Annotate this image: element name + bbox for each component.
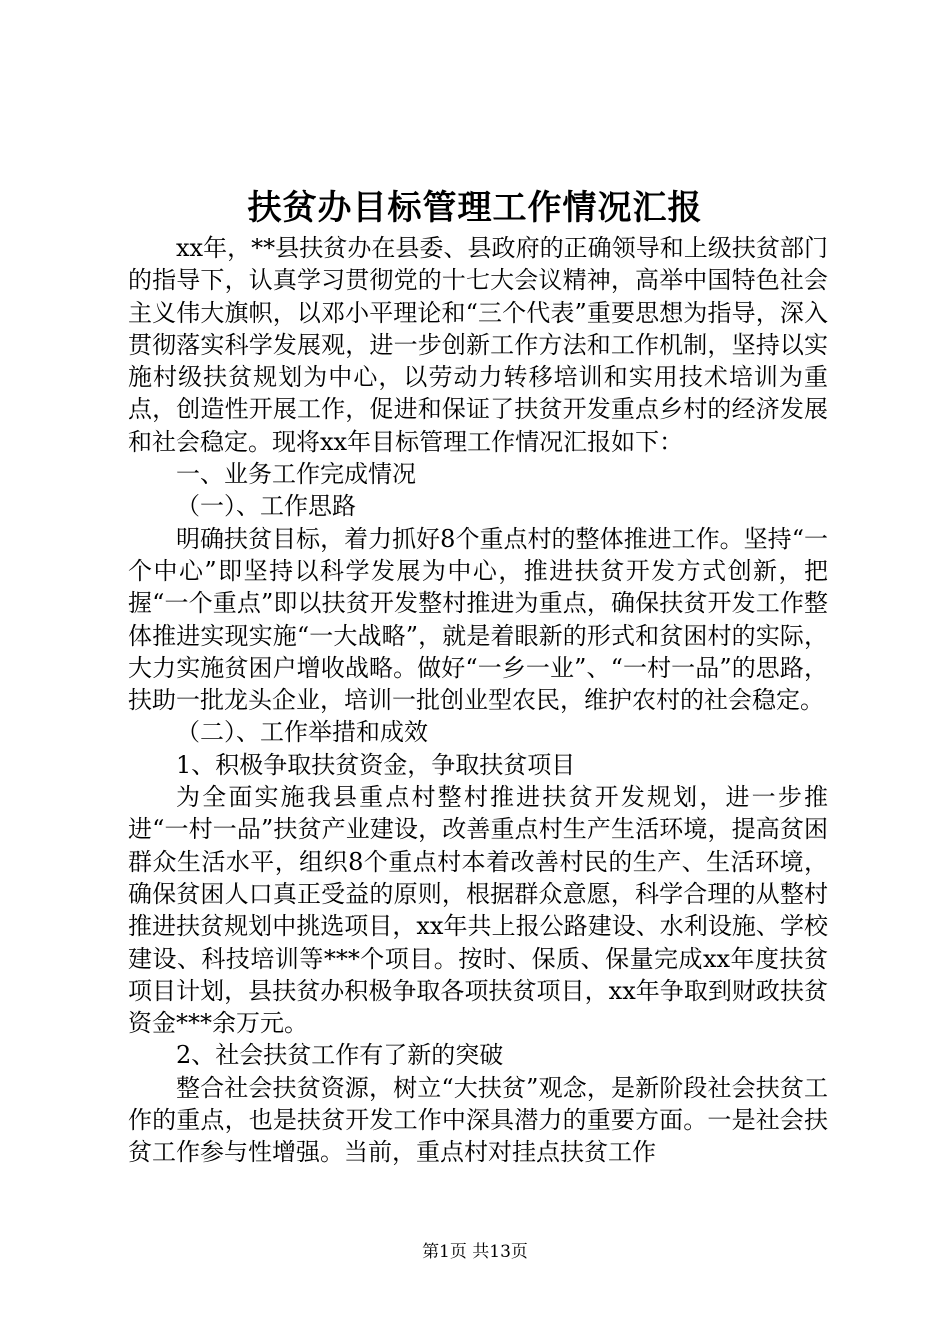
subsection-heading-1: （一）、工作思路 [176,492,356,521]
social-poverty-paragraph: 整合社会扶贫资源，树立“大扶贫”观念，是新阶段社会扶贫工作的重点，也是扶贫开发工作中深具潜力的重要方面。一是社会扶贫工作参与性增强。当前，重点村对挂点扶贫工作 [128,1073,828,1167]
section-heading-1: 一、业务工作完成情况 [176,460,416,489]
document-title: 扶贫办目标管理工作情况汇报 [247,188,703,228]
item-heading-1: 1、积极争取扶贫资金，争取扶贫项目 [176,750,576,779]
funding-paragraph: 为全面实施我县重点村整村推进扶贫开发规划，进一步推进“一村一品”扶贫产业建设，改善重点村生产生活环境，提高贫困群众生活水平，组织8个重点村本着改善村民的生产、生活环境，确保贫困人口真正受益的原则，根据群众意愿，科学合理的从整村推进扶贫规划中挑选项目，xx年共上报公路建设、水利设施、学校建设、科技培训等***个项目。按时、保质、保量完成xx年度扶贫项目计划，县扶贫办积极争取各项扶贫项目，xx年争取到财政扶贫资金***余万元。 [128,783,828,1038]
work-approach-paragraph: 明确扶贫目标，着力抓好8个重点村的整体推进工作。坚持“一个中心”即坚持以科学发展为中心，推进扶贫开发方式创新，把握“一个重点”即以扶贫开发整村推进为重点，确保扶贫开发工作整体推进实现实施“一大战略”，就是着眼新的形式和贫困村的实际，大力实施贫困户增收战略。做好“一乡一业”、“一村一品”的思路，扶助一批龙头企业，培训一批创业型农民，维护农村的社会稳定。 [128,524,828,715]
page-number-footer: 第1页 共13页 [422,1242,528,1262]
subsection-heading-2: （二）、工作举措和成效 [176,718,428,747]
document-body [128,232,828,1169]
intro-paragraph: xx年，**县扶贫办在县委、县政府的正确领导和上级扶贫部门的指导下，认真学习贯彻党的十七大会议精神，高举中国特色社会主义伟大旗帜，以邓小平理论和“三个代表”重要思想为指导，深入贯彻落实科学发展观，进一步创新工作方法和工作机制，坚持以实施村级扶贫规划为中心，以劳动力转移培训和实用技术培训为重点，创造性开展工作，促进和保证了扶贫开发重点乡村的经济发展和社会稳定。现将xx年目标管理工作情况汇报如下： [128,234,828,456]
item-heading-2: 2、社会扶贫工作有了新的突破 [176,1041,504,1070]
